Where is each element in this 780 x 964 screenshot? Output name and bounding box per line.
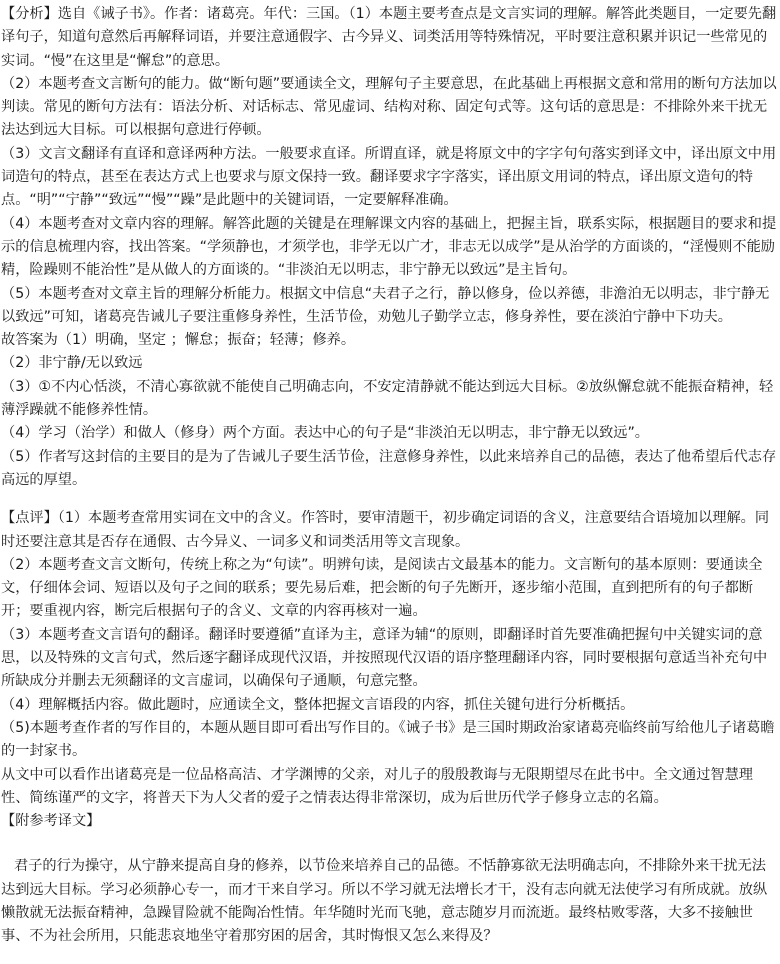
comment-paragraph-2: （2）本题考查文言文断句，传统上称之为“句读”。明辨句读，是阅读古文最基本的能力。文言断句的基本原则：要通读全文，仔细体会词、短语以及句子之间的联系；要先易后难，把会断的句子先断开，逐步缩小范围，直到把所有的句子都断开；要重视内容，断完后根据句子的含义、文章的内容再核对一遍。 [1, 556, 763, 620]
analysis-paragraph-4: （4）本题考查对文章内容的理解。解答此题的关键是在理解课文内容的基础上，把握主旨，联系实际，根据题目的要求和提示的信息梳理内容，找出答案。“学须静也，才须学也，非学无以广才，非志无以成学”是从治学的方面谈的，“淫慢则不能励精，险躁则不能治性”是从做人的方面谈的。“非淡泊无以明志，非宁静无以致远”是主旨句。 [1, 215, 777, 279]
answer-line-4: （4）学习（治学）和做人（修身）两个方面。表达中心的句子是“非淡泊无以明志，非宁静无以致远”。 [1, 425, 649, 442]
answer-line-2: （2）非宁静/无以致远 [1, 355, 143, 372]
answer-line-5: （5）作者写这封信的主要目的是为了告诫儿子要生活节俭，注意修身养性，以此来培养自己的品德，表达了他希望后代志存高远的厚望。 [1, 448, 777, 488]
analysis-paragraph-1: 【分析】选自《诫子书》。作者：诸葛亮。年代：三国。（1）本题主要考查点是文言实词的理解。解答此类题目，一定要先翻译句子，知道句意然后再解释词语，并要注意通假字、古今异义、词类活用等特殊情况，平时要注意积累并识记一些常见的实词。“慢”在这里是“懈怠”的意思。 [1, 6, 777, 69]
translation-heading: 【附参考译文】 [1, 813, 101, 830]
analysis-paragraph-2: （2）本题考查文言断句的能力。做“断句题”要通读全文，理解句子主要意思，在此基础上再根据文意和常用的断句方法加以判读。常见的断句方法有：语法分析、对话标志、常见虚词、结构对称、固定句式等。这句话的意思是：不排除外来干扰无法达到远大目标。可以根据句意进行停顿。 [1, 75, 777, 139]
translation-paragraph: 君子的行为操守，从宁静来提高自身的修养，以节俭来培养自己的品德。不恬静寡欲无法明确志向，不排除外来干扰无法达到远大目标。学习必须静心专一，而才干来自学习。所以不学习就无法增长才干，没有志向就无法使学习有所成就。放纵懒散就无法振奋精神，急躁冒险就不能陶冶性情。年华随时光而飞驰，意志随岁月而流逝。最终枯败零落，大多不接触世事、不为社会所用，只能悲哀地坐守着那穷困的居舍，其时悔恨又怎么来得及？ [1, 858, 768, 945]
comment-paragraph-3: （3）本题考查文言语句的翻译。翻译时要遵循”直译为主，意译为辅“的原则，即翻译时首先要准确把握句中关键实词的意思，以及特殊的文言句式，然后逐字翻译成现代汉语，并按照现代汉语的语序整理翻译内容，同时要根据句意适当补充句中所缺成分并删去无须翻译的文言虚词，以确保句子通顺，句意完整。 [1, 626, 768, 690]
comments-section [1, 507, 777, 810]
section-spacer [1, 492, 777, 507]
answer-line-3: （3）①不内心恬淡，不清心寡欲就不能使自己明确志向，不安定清静就不能达到远大目标。②放纵懈怠就不能振奋精神，轻薄浮躁就不能修养性情。 [1, 378, 774, 419]
document-body [1, 3, 777, 949]
comment-paragraph-4: （4）理解概括内容。做此题时，应通读全文，整体把握文言语段的内容，抓住关键句进行分析概括。 [1, 696, 635, 713]
comment-paragraph-5: （5)本题考查作者的写作目的，本题从题目即可看出写作目的。《诫子书》是三国时期政治家诸葛亮临终前写给他儿子诸葛瞻的一封家书。 [1, 719, 775, 760]
answers-section [1, 329, 777, 492]
analysis-paragraph-5: （5）本题考查对文章主旨的理解分析能力。根据文中信息“夫君子之行，静以修身，俭以养德，非澹泊无以明志，非宁静无以致远”可知，诸葛亮告诫儿子要注重修身养性，生活节俭，劝勉儿子勤学立志，修身养性，要在淡泊宁静中下功夫。 [1, 285, 770, 325]
analysis-paragraph-3: （3）文言文翻译有直译和意译两种方法。一般要求直译。所谓直译，就是将原文中的字字句句落实到译文中，译出原文中用词造句的特点，甚至在表达方式上也要求与原文保持一致。翻译要求字字落实，译出原文用词的特点，译出原文造句的特点。“明”“宁静”“致远”“慢”“躁”是此题中的关键词语，一定要解释准确。 [1, 145, 777, 209]
comment-paragraph-1: 【点评】（1）本题考查常用实词在文中的含义。作答时，要审清题干，初步确定词语的含义，注意要结合语境加以理解。同时还要注意其是否存在通假、古今异义、一词多义和词类活用等文言现象。 [1, 510, 770, 550]
analysis-section [1, 3, 777, 329]
comment-paragraph-6: 从文中可以看作出诸葛亮是一位品格高洁、才学渊博的父亲，对儿子的殷殷教诲与无限期望尽在此书中。全文通过智慧理性、简练谨严的文字，将普天下为人父者的爱子之情表达得非常深切，成为后世历代学子修身立志的名篇。 [1, 766, 753, 806]
answer-line-1: 故答案为（1）明确，坚定 ；懈怠；振奋；轻薄；修养。 [1, 332, 356, 349]
section-spacer [1, 833, 777, 855]
